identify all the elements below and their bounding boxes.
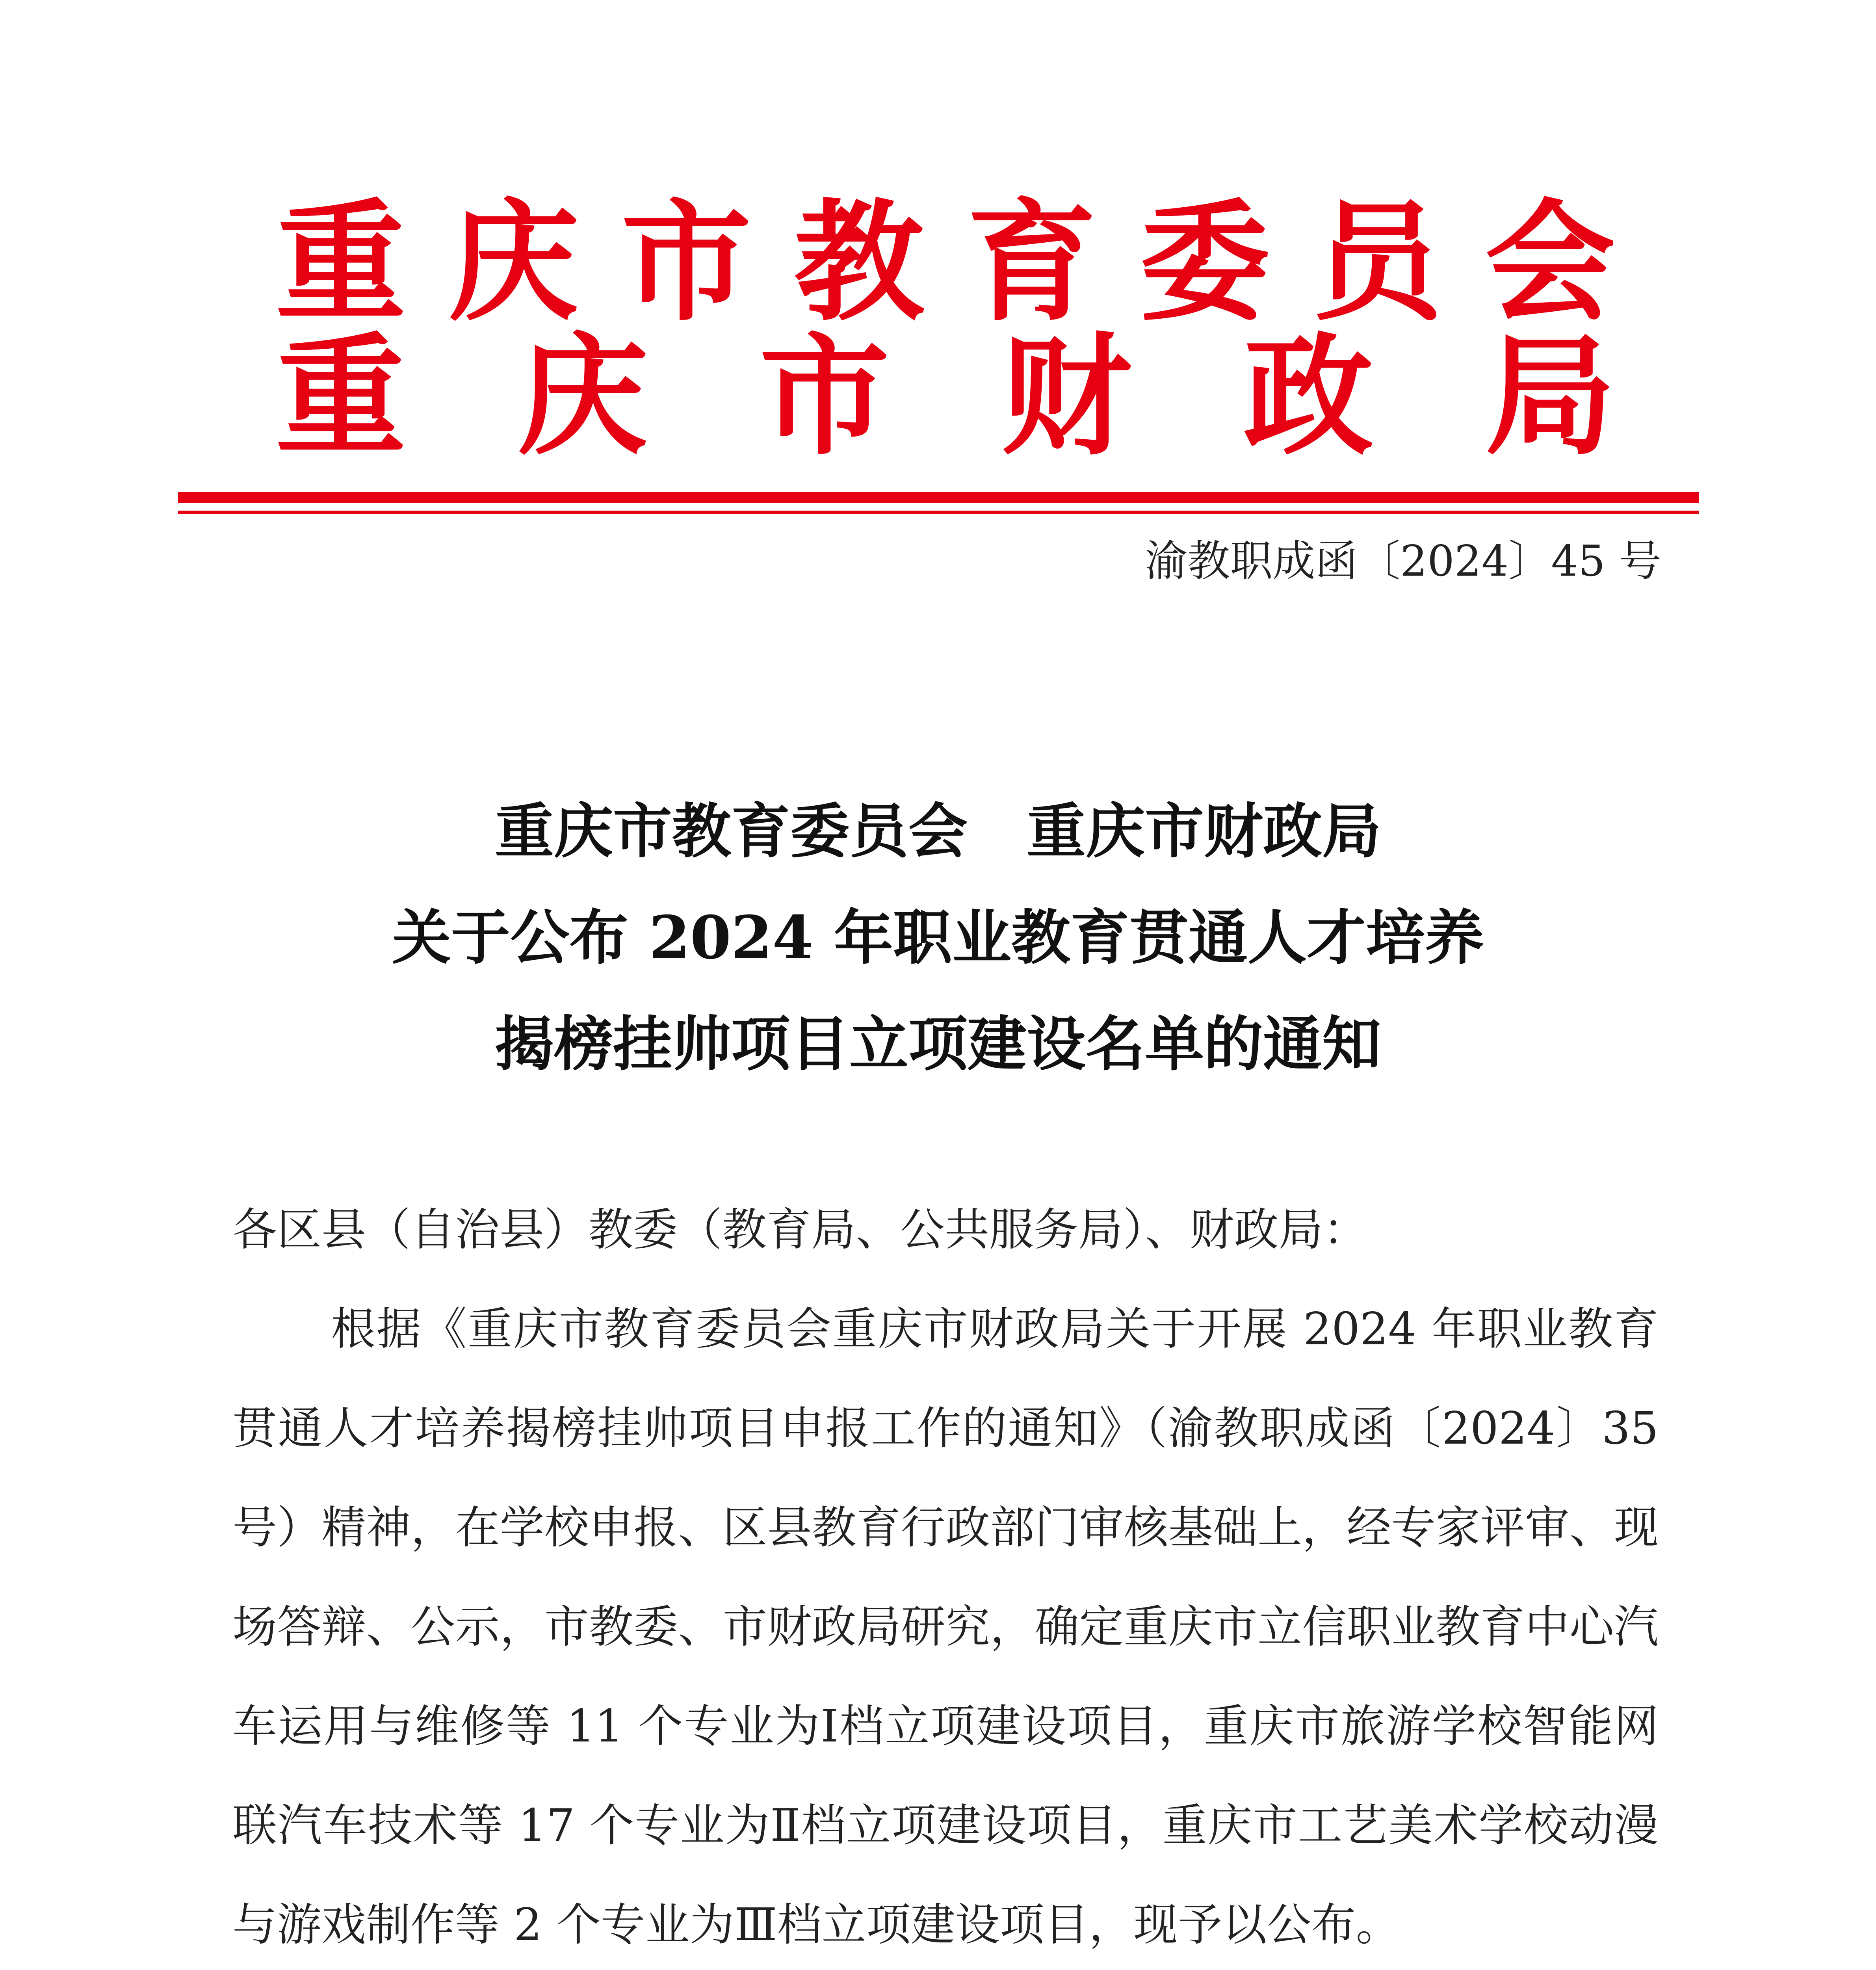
issuer-char: 政 — [1243, 320, 1373, 472]
document-title-line-3: 揭榜挂帅项目立项建设名单的通知 — [494, 1009, 1381, 1079]
document-title-line-2: 关于公布 2024 年职业教育贯通人才培养 — [392, 903, 1484, 972]
header-divider-thick — [178, 492, 1699, 503]
issuer-char: 员 — [1312, 186, 1443, 338]
issuer-char: 庆 — [518, 320, 648, 472]
issuer-char: 市 — [760, 320, 890, 472]
issuer-line-finance-bureau — [276, 320, 1615, 472]
issuer-char: 庆 — [448, 186, 579, 338]
salutation: 各区县（自治县）教委（教育局、公共服务局）、财政局： — [232, 1204, 1368, 1256]
issuer-char: 市 — [621, 186, 752, 338]
issuer-char: 育 — [967, 186, 1097, 338]
issuer-char: 教 — [794, 186, 924, 338]
issuer-char: 委 — [1139, 186, 1270, 338]
issuer-char: 重 — [276, 186, 406, 338]
header-divider-thin — [178, 511, 1699, 514]
issuer-char: 会 — [1485, 186, 1615, 338]
body-paragraph-1: 根据《重庆市教育委员会重庆市财政局关于开展 2024 年职业教育贯通人才培养揭榜挂帅项目申报工作的通知》（渝教职成函〔2024〕35 号）精神，在学校申报、区县教育行政部门审核基础上，经专家评审、现场答辩、公示，市教委、市财政局研究，确定重庆市立信职业教育中心汽车运用与维修等 11 个专业为Ⅰ档立项建设项目，重庆市旅游学校智能网联汽车技术等 17 个专业为Ⅱ档立项建设项目，重庆市工艺美术学校动漫与游戏制作等 2 个专业为Ⅲ档立项建设项目，现予以公布。 — [232, 1303, 1659, 1951]
issuer-char: 财 — [1001, 320, 1131, 472]
issuer-line-education-commission — [276, 186, 1615, 338]
issuer-char: 局 — [1485, 320, 1615, 472]
issuer-char: 重 — [276, 320, 406, 472]
document-number: 渝教职成函〔2024〕45 号 — [1145, 537, 1661, 586]
document-title-line-1: 重庆市教育委员会 重庆市财政局 — [494, 797, 1381, 866]
